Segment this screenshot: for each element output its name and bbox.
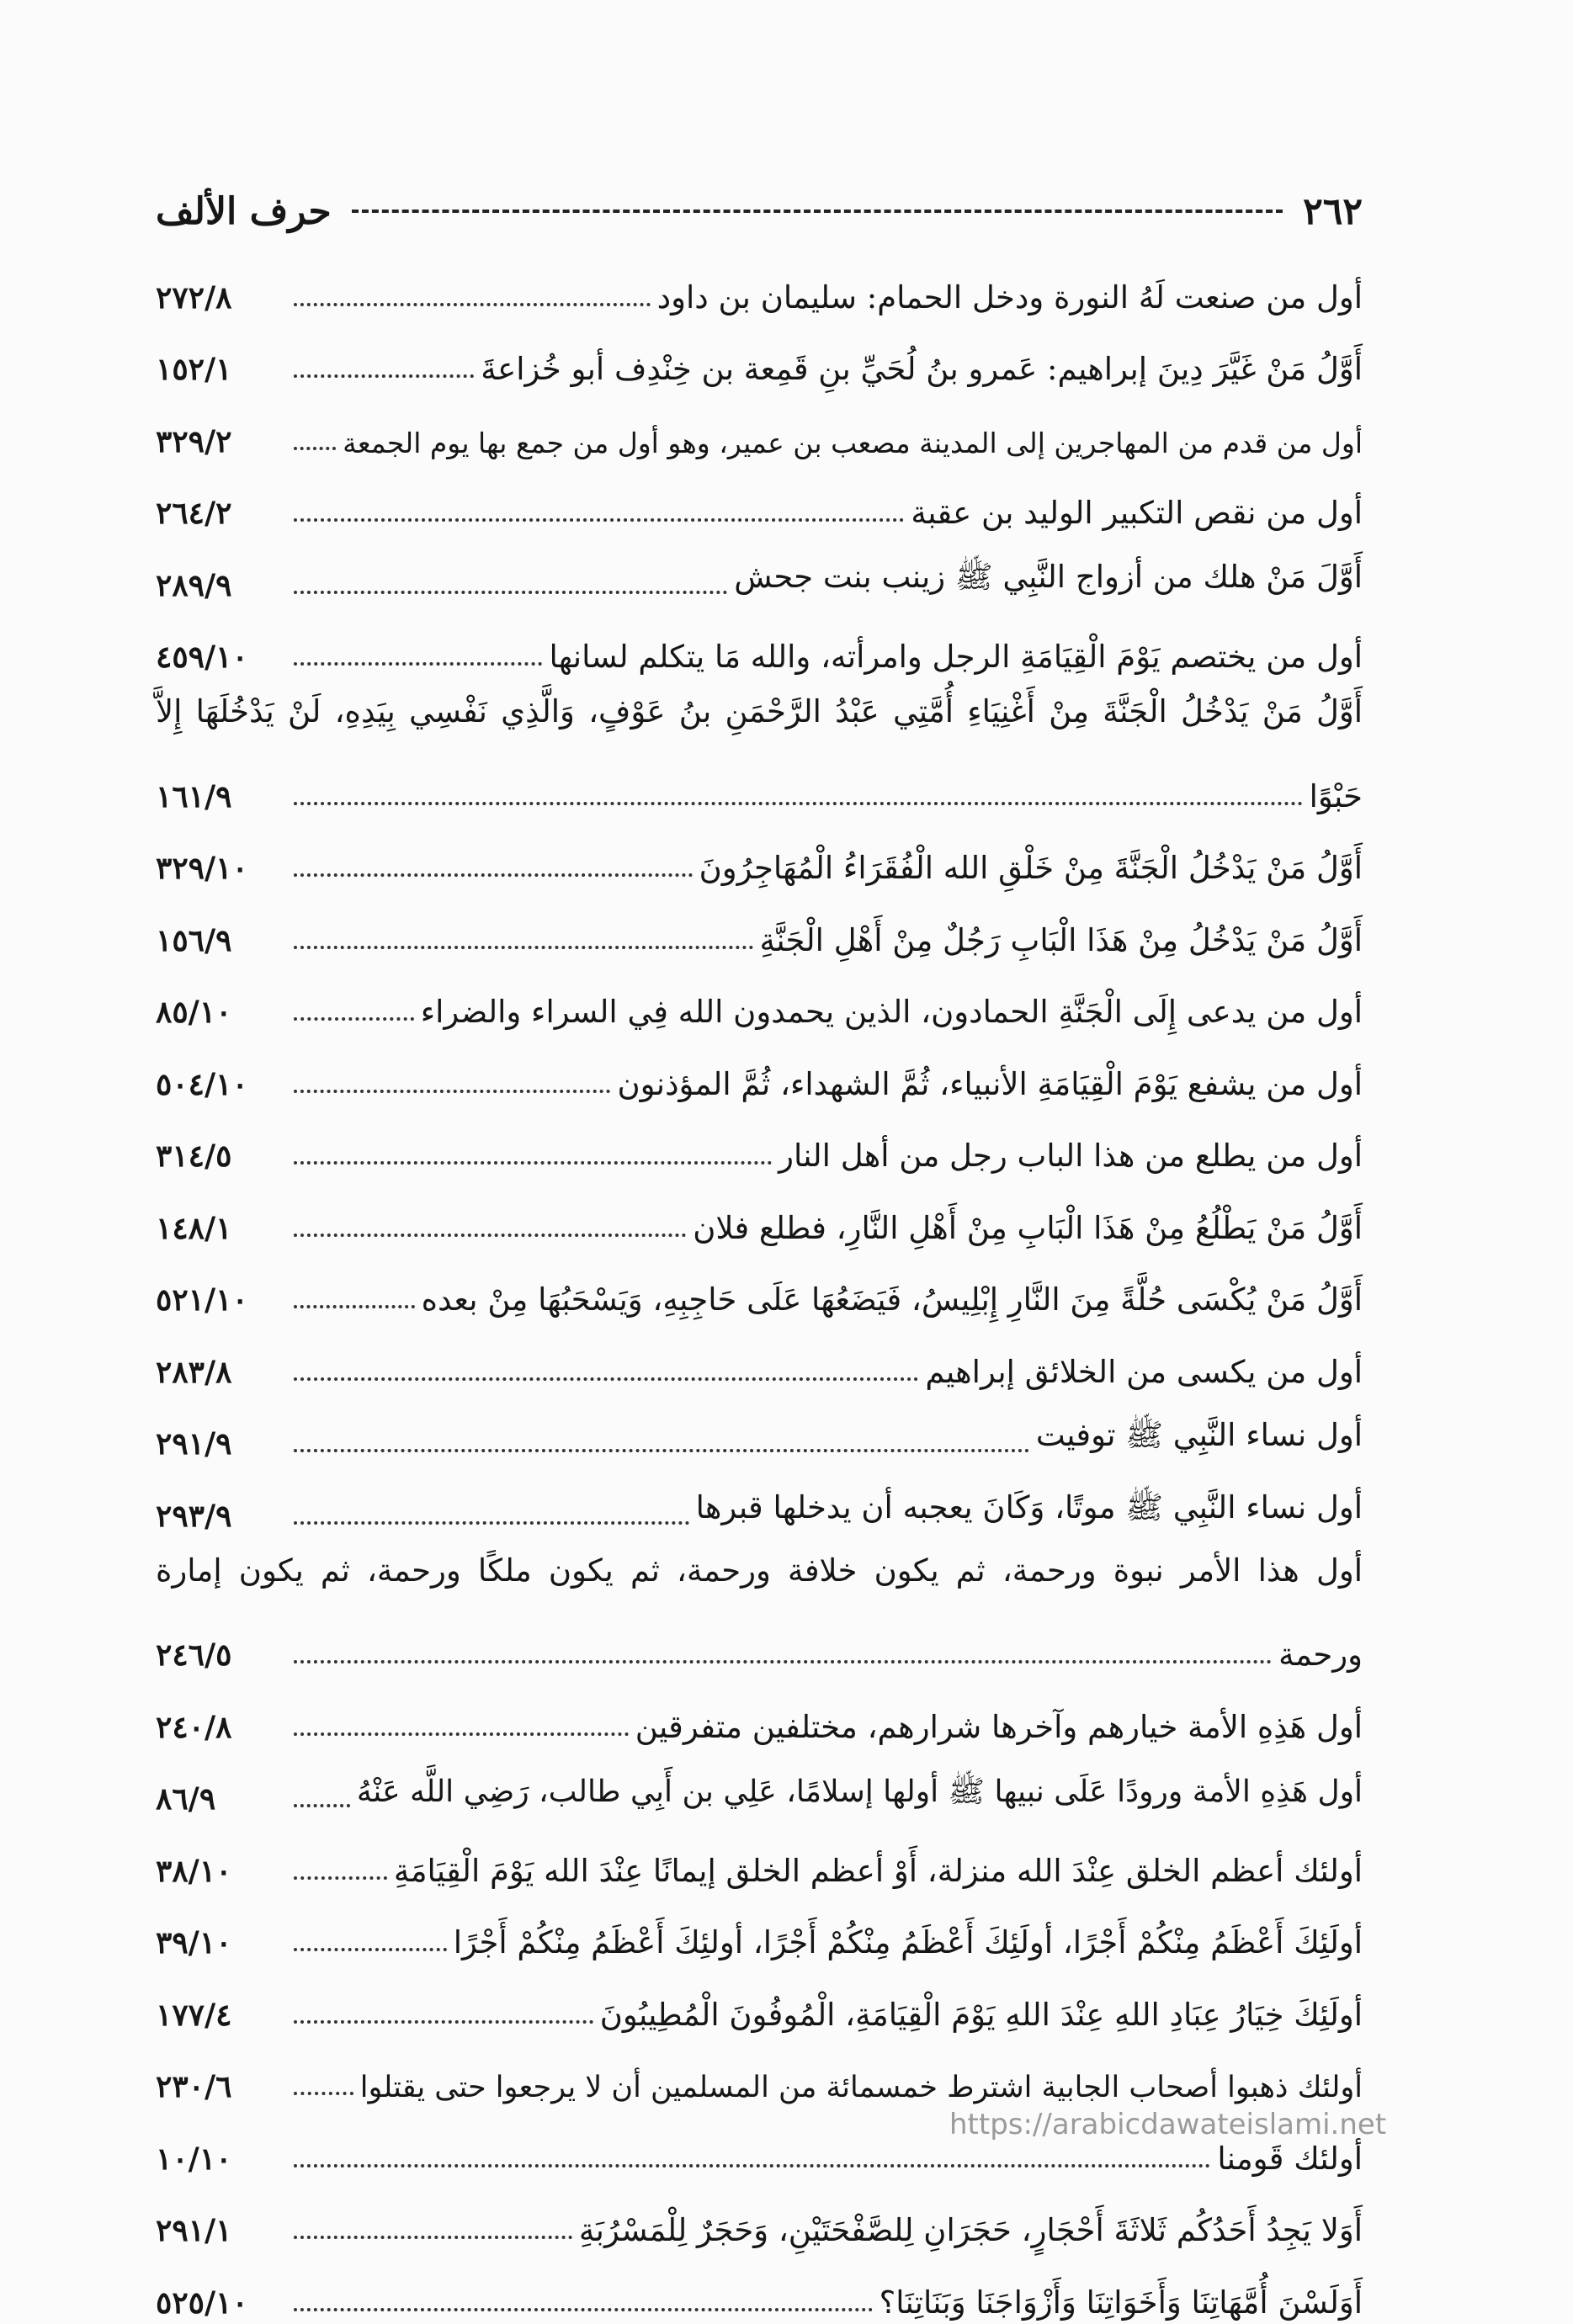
entry-reference: ١٤٨/١ (156, 1210, 232, 1246)
entry-text: أولئك ذهبوا أصحاب الجابية اشترط خمسمائة من المسلمين أن لا يرجعوا حتى يقتلوا (359, 2071, 1363, 2104)
index-entry (156, 247, 1363, 319)
entry-text: أول من يطلع من هذا الباب رجل من أهل النار (779, 1138, 1363, 1174)
dot-leader (294, 1305, 415, 1308)
entry-continuation-line (156, 745, 1363, 818)
entry-reference: ٥٢١/١٠ (156, 1282, 248, 1318)
entry-text: أَوَلَسْنَ أُمَّهَاتِنَا وَأَخَوَاتِنَا وَأَزْوَاجَنَا وَبَنَاتِنَا؟ (879, 2284, 1363, 2321)
dot-leader (294, 1660, 1272, 1663)
entry-text: أَوَّلُ مَنْ يَطْلُعُ مِنْ هَذَا الْبَابِ مِنْ أَهْلِ النَّارِ، فطلع فلان (693, 1209, 1363, 1246)
entry-text: أولئك قَومنا (1217, 2140, 1363, 2177)
entry-reference: ٢٩١/٩ (156, 1426, 232, 1462)
entry-text: أول من يكسى من الخلائق إبراهيم (925, 1353, 1363, 1390)
entry-reference: ٨٥/١٠ (156, 995, 232, 1030)
entry-reference: ٥٠٤/١٠ (156, 1066, 248, 1102)
dot-leader (294, 1732, 629, 1736)
index-entry (156, 1250, 1363, 1322)
entry-reference: ٣٢٩/٢ (156, 423, 232, 459)
dot-leader (294, 1377, 918, 1381)
index-entry (156, 1964, 1363, 2036)
entry-reference: ٣٢٩/١٠ (156, 851, 248, 886)
entry-reference: ١٦١/٩ (156, 778, 232, 814)
index-entry (156, 463, 1363, 535)
index-entry (156, 1177, 1363, 1250)
index-entry (156, 2180, 1363, 2252)
entry-reference: ٣٩/١٠ (156, 1925, 232, 1961)
entry-reference: ٤٥٩/١٠ (156, 639, 248, 675)
index-entry (156, 390, 1363, 463)
entry-reference: ٢٣٠/٦ (156, 2069, 232, 2104)
dot-leader (294, 1449, 1029, 1452)
index-entry (156, 678, 1363, 818)
entry-text: أَوَّلُ مَنْ يُكْسَى حُلَّةً مِنَ النَّارِ إِبْلِيسُ، فَيَضَعُهَا عَلَى حَاجِبِهِ، وَيَسْحَبُهَا مِنْ بعده (421, 1281, 1363, 1318)
entry-text: أول هَذِهِ الأمة ورودًا عَلَى نبيها ﷺ أولها إسلامًا، عَلِي بن أَبِي طالب، رَضِي اللَّه عَنْهُ (356, 1775, 1363, 1809)
entry-text: أول من قدم من المهاجرين إلى المدينة مصعب بن عمير، وهو أول من جمع بها يوم الجمعة (343, 426, 1363, 459)
dot-leader (294, 2236, 572, 2239)
entry-reference: ٢٤٦/٥ (156, 1637, 232, 1673)
dot-leader (294, 1876, 387, 1880)
dot-leader (294, 2164, 1210, 2167)
page-number: ٢٦٢ (1303, 189, 1363, 233)
entry-reference: ٢٨٩/٩ (156, 567, 232, 603)
index-entry (156, 1748, 1363, 1821)
dot-leader (294, 518, 904, 522)
dot-leader (294, 447, 336, 450)
entry-reference: ١٥٦/٩ (156, 922, 232, 958)
entry-text: أول نساء النَّبِي ﷺ توفيت (1035, 1417, 1363, 1453)
index-entry (156, 1393, 1363, 1466)
entry-text: أَوَّلُ مَنْ يَدْخُلُ الْجَنَّةَ مِنْ أَغْنِيَاءِ أُمَّتِي عَبْدُ الرَّحْمَنِ بنُ عَوْفٍ، وَالَّذِي نَفْسِي بِيَدِهِ، لَنْ يَدْخُلَهَا إِلاَّ (156, 693, 1363, 730)
index-entry (156, 2252, 1363, 2324)
entry-text: أول من يختصم يَوْمَ الْقِيَامَةِ الرجل وامرأته، والله مَا يتكلم لسانها (549, 639, 1363, 675)
entry-reference: ٢٨٣/٨ (156, 1354, 232, 1390)
index-entry (156, 607, 1363, 679)
entry-reference: ٢٤٠/٨ (156, 1709, 232, 1745)
index-entry (156, 2036, 1363, 2109)
entry-text: أولئك أعظم الخلق عِنْدَ الله منزلة، أَوْ أعظم الخلق إيمانًا عِنْدَ الله يَوْمَ الْقِيَامَةِ (393, 1852, 1363, 1889)
index-entry (156, 1321, 1363, 1393)
dot-leader (294, 802, 1303, 805)
index-entry (156, 1892, 1363, 1965)
entry-text: أَوَّلُ مَنْ يَدْخُلُ مِنْ هَذَا الْبَابِ رَجُلٌ مِنْ أَهْلِ الْجَنَّةِ (759, 921, 1363, 958)
dot-leader (294, 1804, 350, 1807)
index-entry (156, 1106, 1363, 1178)
header-rule (352, 210, 1283, 213)
dot-leader (294, 1234, 686, 1237)
entry-text: أَوَلا يَجِدُ أَحَدُكُم ثَلاثَةَ أَحْجَارٍ، حَجَرَانِ لِلصَّفْحَتَيْنِ، وَحَجَرٌ لِلْمَسْرُبَةِ (578, 2212, 1363, 2248)
entry-text: أَوَّلُ مَنْ يَدْخُلُ الْجَنَّةَ مِنْ خَلْقِ الله الْفُقَرَاءُ الْمُهَاجِرُونَ (699, 850, 1363, 886)
entry-reference: ٢٩٣/٩ (156, 1498, 232, 1534)
entry-text: أول من يشفع يَوْمَ الْقِيَامَةِ الأنبياء، ثُمَّ الشهداء، ثُمَّ المؤذنون (617, 1065, 1363, 1102)
dot-leader (294, 1521, 689, 1525)
index-entry (156, 534, 1363, 607)
dot-leader (294, 2020, 593, 2024)
index-entry (156, 1820, 1363, 1892)
index-entry (156, 889, 1363, 962)
entry-reference: ٢٩١/١ (156, 2213, 232, 2248)
entry-reference: ٢٧٢/٨ (156, 279, 232, 316)
dot-leader (294, 1161, 772, 1165)
entry-continuation-line (156, 1605, 1363, 1677)
entry-reference: ٣٨/١٠ (156, 1853, 232, 1889)
index-entry (156, 1465, 1363, 1537)
dot-leader (294, 1948, 447, 1951)
entry-text: أولَئِكَ خِيَارُ عِبَادِ اللهِ عِنْدَ اللهِ يَوْمَ الْقِيَامَةِ، الْمُوفُونَ الْمُطِيبُونَ (599, 1996, 1363, 2033)
index-entry (156, 1537, 1363, 1677)
dot-leader (294, 1017, 414, 1021)
index-entry (156, 1033, 1363, 1106)
entry-text: أولَئِكَ أَعْظَمُ مِنْكُمْ أَجْرًا، أولَئِكَ أَعْظَمُ مِنْكُمْ أَجْرًا، أولئِكَ أَعْظَمُ مِنْكُمْ أَجْرًا (453, 1924, 1363, 1961)
dot-leader (294, 374, 474, 378)
dot-leader (294, 2308, 873, 2311)
entry-continuation: حَبْوًا (1309, 777, 1363, 814)
entry-text: أول من صنعت لَهُ النورة ودخل الحمام: سليمان بن داود (656, 279, 1363, 316)
index-entry (156, 1676, 1363, 1748)
entry-reference: ٨٦/٩ (156, 1781, 216, 1817)
entry-reference: ١٥٢/١ (156, 352, 232, 387)
entry-text: أول من نقص التكبير الوليد بن عقبة (911, 495, 1363, 531)
entry-text: أَوَّلَ مَنْ هلك من أزواج النَّبِي ﷺ زينب بنت جحش (734, 558, 1363, 595)
dot-leader (294, 662, 542, 666)
dot-leader (294, 946, 753, 949)
index-entry (156, 319, 1363, 391)
page-header (156, 182, 1363, 241)
index-entries (156, 247, 1363, 2324)
index-entry (156, 962, 1363, 1034)
entry-reference: ٢٦٤/٢ (156, 496, 232, 531)
dot-leader (294, 2092, 353, 2095)
entry-text: أول هَذِهِ الأمة خيارهم وآخرها شرارهم، مختلفين متفرقين (635, 1708, 1363, 1745)
entry-continuation: ورحمة (1278, 1637, 1363, 1673)
entry-reference: ١٧٧/٤ (156, 1997, 232, 2033)
dot-leader (294, 873, 693, 877)
watermark: https://arabicdawateislami.net (949, 2108, 1387, 2141)
dot-leader (294, 591, 727, 594)
chapter-title: حرف الألف (156, 189, 332, 233)
entry-text: أول هذا الأمر نبوة ورحمة، ثم يكون خلافة ورحمة، ثم يكون ملكًا ورحمة، ثم يكون إمارة (156, 1552, 1363, 1589)
entry-reference: ١٠/١٠ (156, 2141, 232, 2177)
index-entry (156, 818, 1363, 890)
entry-text: أَوَّلُ مَنْ غَيَّرَ دِينَ إبراهيم: عَمرو بنُ لُحَيِّ بنِ قَمِعة بن خِنْدِف أبو خُزاعةَ (481, 351, 1363, 387)
entry-text: أول من يدعى إِلَى الْجَنَّةِ الحمادون، الذين يحمدون الله فِي السراء والضراء (420, 994, 1363, 1030)
dot-leader (294, 1090, 610, 1093)
dot-leader (294, 303, 651, 306)
entry-reference: ٥٢٥/١٠ (156, 2284, 248, 2321)
entry-text: أول نساء النَّبِي ﷺ موتًا، وَكَانَ يعجبه أن يدخلها قبرها (695, 1488, 1363, 1525)
entry-reference: ٣١٤/٥ (156, 1138, 232, 1174)
